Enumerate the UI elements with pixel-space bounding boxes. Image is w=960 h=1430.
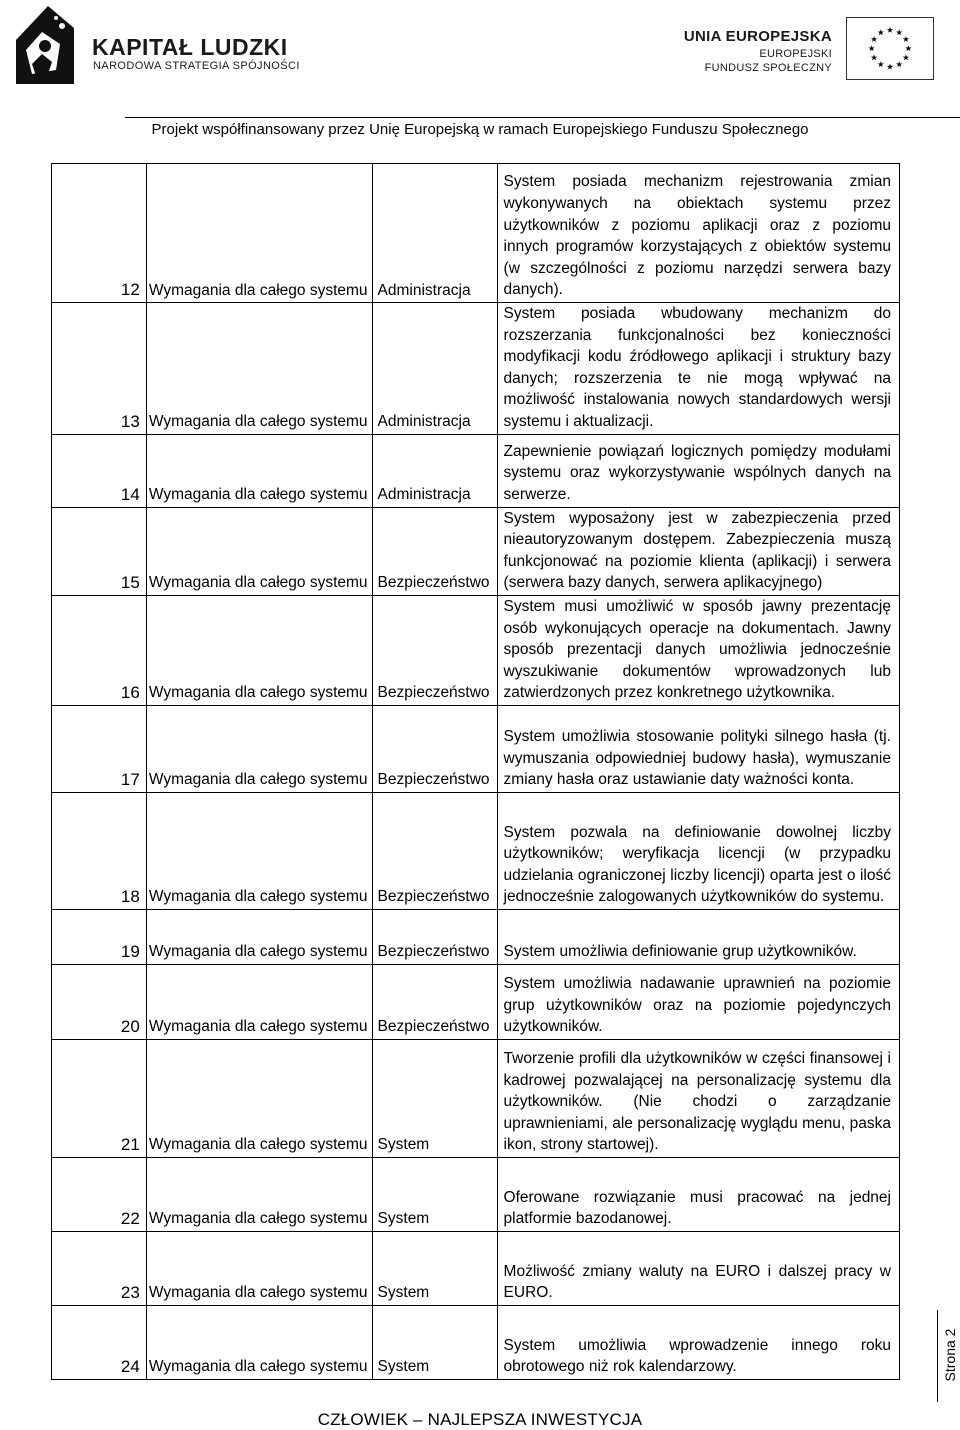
requirement-description: System wyposażony jest w zabezpieczenia przed nieautoryzowanym dostępem. Zabezpieczenia muszą funkcjonować na poziomie klienta (aplikacji) i serwera (serwera bazy danych, serwera aplikacyjnego): [497, 507, 899, 595]
table-row: [52, 434, 900, 507]
requirement-number: 12: [52, 164, 147, 303]
table-row: [52, 303, 900, 435]
requirement-number: 20: [52, 964, 147, 1039]
eu-flag-star: [871, 54, 877, 60]
requirement-area: Administracja: [372, 303, 497, 435]
requirement-number: 22: [52, 1157, 147, 1231]
requirement-description: System posiada mechanizm rejestrowania zmian wykonywanych na obiektach systemu przez użytkowników z poziomu aplikacji oraz z poziomu innych programów korzystających z obiektów systemu (w szczególności z poziomu narzędzi serwera bazy danych).: [497, 164, 899, 303]
requirement-description: System umożliwia nadawanie uprawnień na poziomie grup użytkowników oraz na poziomie pojedynczych użytkowników.: [497, 964, 899, 1039]
requirement-category: Wymagania dla całego systemu: [146, 507, 372, 595]
requirement-area: System: [372, 1305, 497, 1379]
page-number-divider: [937, 1310, 938, 1402]
table-row: [52, 1305, 900, 1379]
table-row: [52, 1039, 900, 1157]
requirements-table-body: [52, 164, 900, 1380]
eu-flag-star: [903, 54, 909, 60]
kapital-ludzki-logo-icon: [12, 4, 78, 86]
requirement-area: System: [372, 1231, 497, 1305]
requirement-number: 16: [52, 595, 147, 705]
requirement-description: System umożliwia wprowadzenie innego roku obrotowego niż rok kalendarzowy.: [497, 1305, 899, 1379]
requirement-category: Wymagania dla całego systemu: [146, 964, 372, 1039]
requirement-area: Bezpieczeństwo: [372, 705, 497, 792]
requirement-description: Tworzenie profili dla użytkowników w części finansowej i kadrowej pozwalającej na personalizację systemu dla użytkowników. (Nie chodzi o zarządzanie uprawnieniami, ale personalizację wyglądu menu, paska ikon, strony startowej).: [497, 1039, 899, 1157]
eu-flag-star: [903, 36, 909, 42]
requirement-category: Wymagania dla całego systemu: [146, 434, 372, 507]
eu-flag-star: [896, 61, 902, 67]
eu-fund-line1: EUROPEJSKI: [759, 48, 832, 60]
requirement-area: Bezpieczeństwo: [372, 909, 497, 964]
requirement-number: 19: [52, 909, 147, 964]
requirement-area: Bezpieczeństwo: [372, 507, 497, 595]
table-row: [52, 792, 900, 909]
footer-slogan: CZŁOWIEK – NAJLEPSZA INWESTYCJA: [317, 1410, 643, 1429]
table-row: [52, 1157, 900, 1231]
requirement-description: Zapewnienie powiązań logicznych pomiędzy modułami systemu oraz wykorzystywanie wspólnych danych na serwerze.: [497, 434, 899, 507]
eu-flag-star: [905, 45, 911, 51]
table-row: [52, 964, 900, 1039]
requirement-description: System umożliwia stosowanie polityki silnego hasła (tj. wymuszania odpowiedniej budowy hasła), wymuszanie zmiany hasła oraz ustawianie daty ważności konta.: [497, 705, 899, 792]
requirement-number: 21: [52, 1039, 147, 1157]
eu-name: UNIA EUROPEJSKA: [683, 28, 832, 45]
requirement-description: System musi umożliwić w sposób jawny prezentację osób wykonujących operacje na dokumentach. Jawny sposób prezentacji danych umożliwia jednocześnie wyszukiwanie dokumentów wprowadzonych lub zatwierdzonych przez konkretnego użytkownika.: [497, 595, 899, 705]
table-row: [52, 164, 900, 303]
requirement-number: 15: [52, 507, 147, 595]
requirement-category: Wymagania dla całego systemu: [146, 1039, 372, 1157]
project-cofinancing-line: Projekt współfinansowany przez Unię Europejską w ramach Europejskiego Funduszu Społecznego: [151, 121, 809, 138]
eu-flag-icon: [846, 17, 934, 80]
header-divider: [125, 117, 960, 118]
requirement-area: Administracja: [372, 164, 497, 303]
requirement-area: System: [372, 1157, 497, 1231]
requirement-area: Bezpieczeństwo: [372, 792, 497, 909]
requirement-number: 24: [52, 1305, 147, 1379]
eu-text-block: [684, 28, 832, 75]
eu-flag-star: [896, 29, 902, 35]
requirement-description: System umożliwia definiowanie grup użytkowników.: [497, 909, 899, 964]
requirement-number: 17: [52, 705, 147, 792]
page-number-label: Strona 2: [942, 1328, 958, 1382]
page-number: [941, 1322, 960, 1392]
requirement-area: Administracja: [372, 434, 497, 507]
requirement-description: System posiada wbudowany mechanizm do rozszerzania funkcjonalności bez konieczności modyfikacji kodu źródłowego aplikacji i struktury bazy danych; rozszerzenia te nie mogą wpływać na możliwość instalowania nowych standardowych wersji systemu i aktualizacji.: [497, 303, 899, 435]
requirement-category: Wymagania dla całego systemu: [146, 1305, 372, 1379]
requirement-number: 14: [52, 434, 147, 507]
requirement-category: Wymagania dla całego systemu: [146, 1157, 372, 1231]
requirement-number: 18: [52, 792, 147, 909]
requirement-description: Możliwość zmiany waluty na EURO i dalszej pracy w EURO.: [497, 1231, 899, 1305]
requirements-table: [51, 163, 900, 1380]
table-row: [52, 909, 900, 964]
requirement-description: Oferowane rozwiązanie musi pracować na jednej platformie bazodanowej.: [497, 1157, 899, 1231]
requirement-category: Wymagania dla całego systemu: [146, 792, 372, 909]
requirement-number: 13: [52, 303, 147, 435]
requirement-category: Wymagania dla całego systemu: [146, 705, 372, 792]
requirement-number: 23: [52, 1231, 147, 1305]
kapital-ludzki-subtitle: NARODOWA STRATEGIA SPÓJNOŚCI: [93, 60, 300, 72]
eu-flag-star: [868, 45, 874, 51]
eu-flag-star: [878, 29, 884, 35]
eu-flag-star: [871, 36, 877, 42]
requirement-category: Wymagania dla całego systemu: [146, 303, 372, 435]
requirement-category: Wymagania dla całego systemu: [146, 164, 372, 303]
table-row: [52, 507, 900, 595]
page-header: [0, 0, 960, 138]
requirement-area: Bezpieczeństwo: [372, 964, 497, 1039]
eu-flag-star: [887, 64, 893, 70]
eu-flag-star: [878, 61, 884, 67]
requirement-category: Wymagania dla całego systemu: [146, 595, 372, 705]
eu-flag-star: [887, 27, 893, 33]
table-row: [52, 705, 900, 792]
requirement-description: System pozwala na definiowanie dowolnej liczby użytkowników; weryfikacja licencji (w przypadku udzielania ograniczonej liczby licencji) oparta jest o ilość jednocześnie zalogowanych użytkowników do systemu.: [497, 792, 899, 909]
requirement-area: Bezpieczeństwo: [372, 595, 497, 705]
kapital-ludzki-title: KAPITAŁ LUDZKI: [92, 34, 288, 60]
table-row: [52, 1231, 900, 1305]
table-row: [52, 595, 900, 705]
requirement-category: Wymagania dla całego systemu: [146, 909, 372, 964]
requirement-area: System: [372, 1039, 497, 1157]
requirement-category: Wymagania dla całego systemu: [146, 1231, 372, 1305]
eu-fund-line2: FUNDUSZ SPOŁECZNY: [704, 62, 832, 74]
